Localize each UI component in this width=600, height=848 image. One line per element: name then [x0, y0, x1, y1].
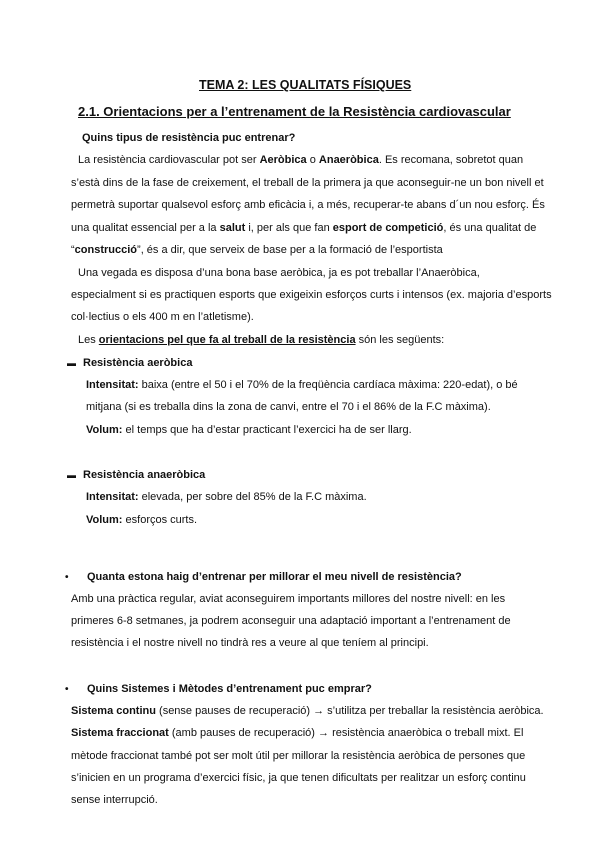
question-1: Quins tipus de resistència puc entrenar?: [82, 132, 296, 144]
question-2: • Quanta estona haig d’entrenar per millorar el meu nivell de resistència?: [65, 571, 462, 583]
paragraph-1-line-3: permetrà suportar qualsevol esforç amb eficàcia i, a més, recuperar-te abans d´un nou esforç. És: [71, 199, 545, 211]
paragraph-5-line-1: Sistema continu (sense pauses de recuperació) → s’utilitza per treballar la resistència aeròbica.: [71, 705, 544, 717]
aerobic-intensity-cont: mitjana (si es treballa dins la zona de canvi, entre el 70 i el 86% de la F.C màxima).: [86, 401, 491, 413]
anaerobic-intensity: Intensitat: elevada, per sobre del 85% de la F.C màxima.: [86, 491, 367, 503]
paragraph-5-line-5: sense interrupció.: [71, 794, 158, 806]
question-3: • Quins Sistemes i Mètodes d’entrenament puc emprar?: [65, 683, 372, 695]
paragraph-2-line-3: col·lectius o els 400 m en l’atletisme).: [71, 311, 254, 323]
arrow-bullet-icon: ▬: [67, 470, 76, 480]
page-title: TEMA 2: LES QUALITATS FÍSIQUES: [199, 78, 412, 92]
paragraph-4-line-1: Amb una pràctica regular, aviat aconseguirem importants millores del nostre nivell: en les: [71, 593, 506, 605]
paragraph-2-line-1: Una vegada es disposa d’una bona base aeròbica, ja es pot treballar l’Anaeròbica,: [78, 267, 480, 279]
anaerobic-heading: ▬ Resistència anaeròbica: [67, 469, 206, 481]
paragraph-1-line-2: s’està dins de la fase de creixement, el treball de la primera ja que aconseguir-ne un bon nivell et: [71, 177, 544, 189]
paragraph-5-line-4: s’inicien en un programa d’exercici físic, ja que tenen dificultats per realitzar un esforç continu: [71, 772, 526, 784]
paragraph-1-line-4: una qualitat essencial per a la salut i, per als que fan esport de competició, és una qualitat de: [71, 222, 537, 234]
paragraph-4-line-2: primeres 6-8 setmanes, ja podrem aconseguir una adaptació important a l’entrenament de: [71, 615, 511, 627]
aerobic-intensity: Intensitat: baixa (entre el 50 i el 70% de la freqüència cardíaca màxima: 220-edat), o bé: [86, 379, 518, 391]
section-subtitle: 2.1. Orientacions per a l’entrenament de la Resistència cardiovascular: [78, 104, 511, 119]
aerobic-volume: Volum: el temps que ha d’estar practicant l’exercici ha de ser llarg.: [86, 424, 412, 436]
paragraph-1-line-5: “construcció”, és a dir, que serveix de base per a la formació de l’esportista: [71, 244, 443, 256]
anaerobic-volume: Volum: esforços curts.: [86, 514, 198, 526]
paragraph-2-line-2: especialment si es practiquen esports que exigeixin esforços curts i intensos (ex. majoria d’esports: [71, 289, 552, 301]
arrow-bullet-icon: ▬: [67, 358, 76, 368]
aerobic-heading: ▬ Resistència aeròbica: [67, 357, 193, 369]
paragraph-3: Les orientacions pel que fa al treball de la resistència són les següents:: [78, 334, 445, 346]
paragraph-1-line-1: La resistència cardiovascular pot ser Aeròbica o Anaeròbica. Es recomana, sobretot quan: [78, 154, 524, 166]
paragraph-5-line-2: Sistema fraccionat (amb pauses de recuperació) → resistència anaeròbica o treball mixt. El: [71, 727, 524, 739]
bullet-icon: •: [65, 684, 69, 695]
paragraph-4-line-3: resistència i el nostre nivell no tindrà res a veure al que teníem al principi.: [71, 637, 429, 649]
paragraph-5-line-3: mètode fraccionat també pot ser molt útil per millorar la resistència aeròbica de persones que: [71, 750, 526, 762]
bullet-icon: •: [65, 572, 69, 583]
